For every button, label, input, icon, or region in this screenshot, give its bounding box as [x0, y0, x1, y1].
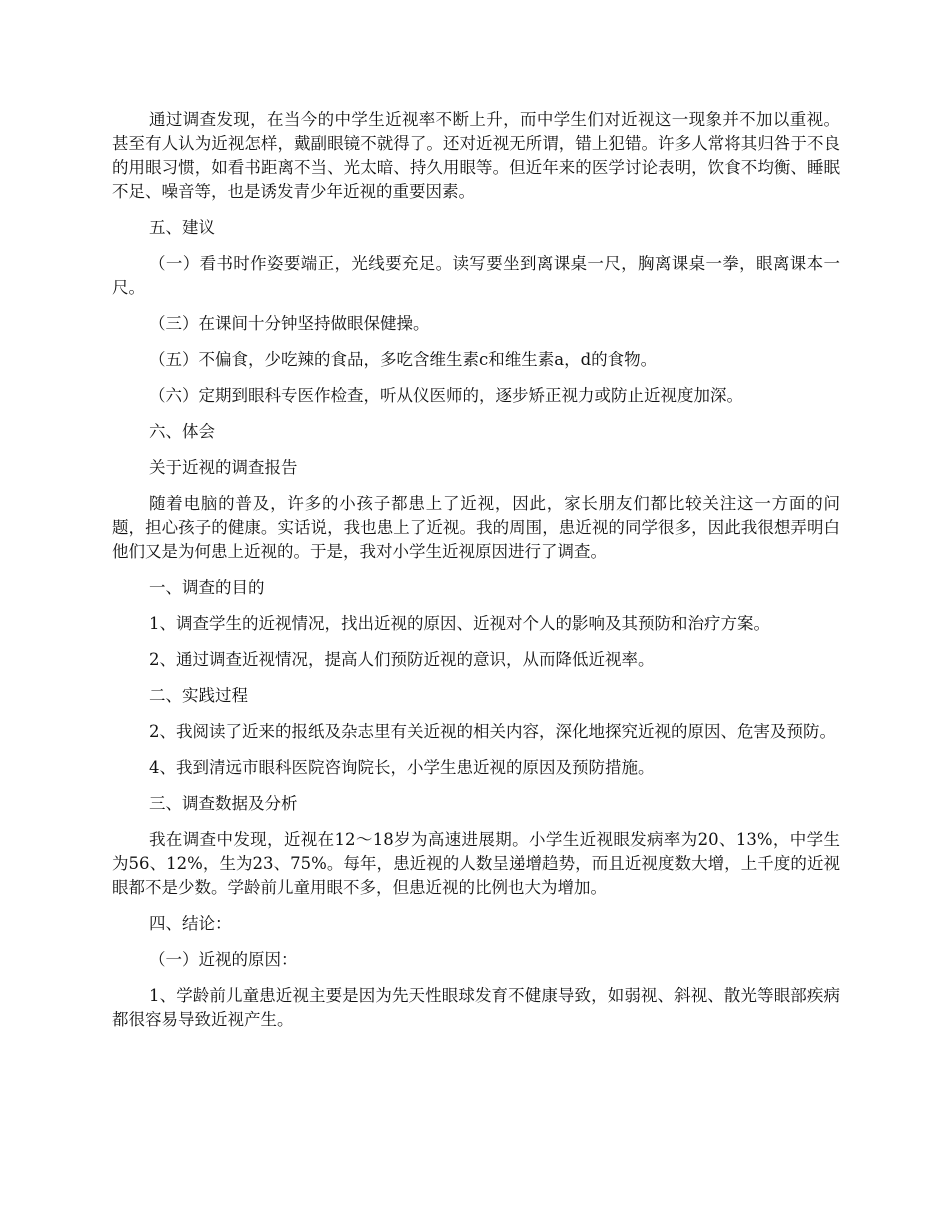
heading-purpose: 一、调查的目的 — [149, 578, 265, 597]
paragraph-data-analysis: 我在调查中发现，近视在12～18岁为高速进展期。小学生近视眼发病率为20、13%，中学生为56、12%，生为23、75%。每年，患近视的人数呈递增趋势，而且近视度数大增，上千度的近视眼都不是少数。学龄前儿童用眼不多，但患近视的比例也大为增加。 — [112, 830, 840, 897]
process-item-2: 2、我阅读了近来的报纸及杂志里有关近视的相关内容，深化地探究近视的原因、危害及预防。 — [149, 722, 836, 741]
document-body — [112, 108, 840, 1044]
suggestion-item-5: （五）不偏食，少吃辣的食品，多吃含维生素c和维生素a，d的食物。 — [149, 350, 658, 369]
heading-conclusion: 四、结论： — [149, 914, 232, 933]
purpose-item-2: 2、通过调查近视情况，提高人们预防近视的意识，从而降低近视率。 — [149, 650, 655, 669]
heading-suggestions: 五、建议 — [149, 218, 215, 237]
process-item-4: 4、我到清远市眼科医院咨询院长，小学生患近视的原因及预防措施。 — [149, 758, 655, 777]
suggestion-item-6: （六）定期到眼科专医作检查，听从仪医师的，逐步矫正视力或防止近视度加深。 — [149, 386, 743, 405]
conclusion-subheading-causes: （一）近视的原因： — [149, 950, 298, 969]
paragraph-background: 随着电脑的普及，许多的小孩子都患上了近视，因此，家长朋友们都比较关注这一方面的问题，担心孩子的健康。实话说，我也患上了近视。我的周围，患近视的同学很多，因此我很想弄明白他们又是为何患上近视的。于是，我对小学生近视原因进行了调查。 — [112, 494, 840, 561]
paragraph-intro-findings: 通过调查发现，在当今的中学生近视率不断上升，而中学生们对近视这一现象并不加以重视。甚至有人认为近视怎样，戴副眼镜不就得了。还对近视无所谓，错上犯错。许多人常将其归咎于不良的用眼习惯，如看书距离不当、光太暗、持久用眼等。但近年来的医学讨论表明，饮食不均衡、睡眠不足、噪音等，也是诱发青少年近视的重要因素。 — [112, 110, 840, 201]
heading-data-analysis: 三、调查数据及分析 — [149, 794, 298, 813]
heading-process: 二、实践过程 — [149, 686, 248, 705]
suggestion-item-3: （三）在课间十分钟坚持做眼保健操。 — [149, 314, 430, 333]
suggestion-item-1: （一）看书时作姿要端正，光线要充足。读写要坐到离课桌一尺，胸离课桌一拳，眼离课本一尺。 — [112, 254, 840, 297]
conclusion-item-1: 1、学龄前儿童患近视主要是因为先天性眼球发育不健康导致，如弱视、斜视、散光等眼部疾病都很容易导致近视产生。 — [112, 986, 840, 1029]
heading-reflection: 六、体会 — [149, 422, 215, 441]
purpose-item-1: 1、调查学生的近视情况，找出近视的原因、近视对个人的影响及其预防和治疗方案。 — [149, 614, 770, 633]
report-title: 关于近视的调查报告 — [149, 458, 298, 477]
